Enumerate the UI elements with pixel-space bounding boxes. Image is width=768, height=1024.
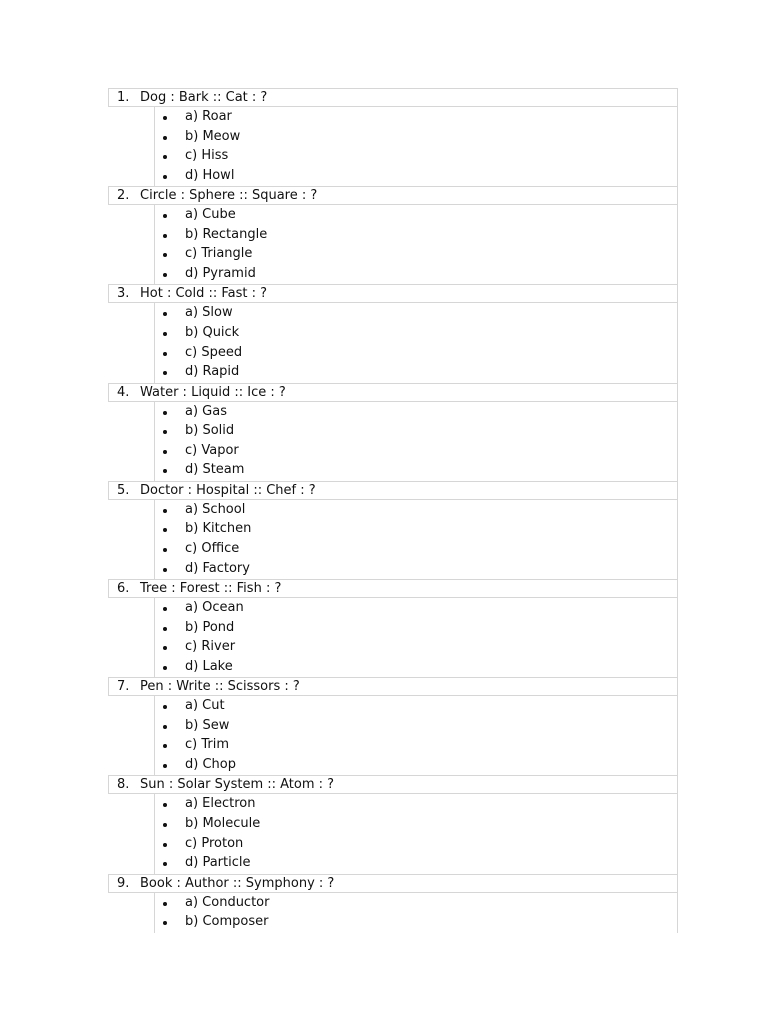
bullet-icon xyxy=(163,411,167,415)
option-item xyxy=(155,912,677,932)
option-list xyxy=(154,500,678,579)
bullet-icon xyxy=(163,568,167,572)
option-item xyxy=(155,932,677,933)
bullet-icon xyxy=(163,509,167,513)
option-item xyxy=(155,834,677,854)
bullet-icon xyxy=(163,725,167,729)
option-item xyxy=(155,853,677,873)
option-text: d) Pyramid xyxy=(185,265,256,281)
bullet-icon xyxy=(163,607,167,611)
question-row xyxy=(108,88,678,107)
question-number: 9. xyxy=(117,875,130,891)
option-item xyxy=(155,166,677,186)
question-text: Water : Liquid :: Ice : ? xyxy=(140,384,286,400)
bullet-icon xyxy=(163,528,167,532)
option-item xyxy=(155,146,677,166)
option-text: a) School xyxy=(185,501,246,517)
question-number: 2. xyxy=(117,188,130,204)
option-text: d) Steam xyxy=(185,462,245,478)
bullet-icon xyxy=(163,175,167,179)
option-item xyxy=(155,618,677,638)
option-item xyxy=(155,539,677,559)
option-item xyxy=(155,500,677,520)
bullet-icon xyxy=(163,548,167,552)
option-item xyxy=(155,559,677,579)
question-number: 8. xyxy=(117,777,130,793)
option-text: a) Cube xyxy=(185,207,236,223)
option-item xyxy=(155,460,677,480)
question-5 xyxy=(108,481,678,579)
option-text: b) Rectangle xyxy=(185,226,268,242)
option-text: c) Proton xyxy=(185,835,244,851)
option-item xyxy=(155,657,677,677)
option-text: d) Lake xyxy=(185,658,233,674)
bullet-icon xyxy=(163,450,167,454)
option-text: a) Conductor xyxy=(185,894,270,910)
option-item xyxy=(155,127,677,147)
bullet-icon xyxy=(163,921,167,925)
option-text: d) Howl xyxy=(185,167,235,183)
option-item xyxy=(155,402,677,422)
option-text: c) Triangle xyxy=(185,246,253,262)
option-list xyxy=(154,107,678,186)
bullet-icon xyxy=(163,332,167,336)
option-item xyxy=(155,421,677,441)
question-row xyxy=(108,874,678,893)
option-text: a) Roar xyxy=(185,109,232,124)
option-text: b) Sew xyxy=(185,717,230,733)
option-text: c) Speed xyxy=(185,344,243,360)
option-text: c) River xyxy=(185,639,236,655)
option-item xyxy=(155,362,677,382)
question-text: Tree : Forest :: Fish : ? xyxy=(140,580,282,596)
bullet-icon xyxy=(163,902,167,906)
option-item xyxy=(155,107,677,127)
bullet-icon xyxy=(163,843,167,847)
question-2 xyxy=(108,186,678,284)
bullet-icon xyxy=(163,136,167,140)
option-list xyxy=(154,205,678,284)
bullet-icon xyxy=(163,469,167,473)
question-text: Circle : Sphere :: Square : ? xyxy=(140,188,318,204)
question-number: 7. xyxy=(117,679,130,695)
option-text: d) Chop xyxy=(185,756,236,772)
bullet-icon xyxy=(163,744,167,748)
option-list xyxy=(154,402,678,481)
bullet-icon xyxy=(163,627,167,631)
question-row xyxy=(108,481,678,500)
option-item xyxy=(155,893,677,913)
option-item xyxy=(155,205,677,225)
question-number: 1. xyxy=(117,90,130,105)
bullet-icon xyxy=(163,705,167,709)
option-item xyxy=(155,814,677,834)
option-item xyxy=(155,794,677,814)
option-item xyxy=(155,225,677,245)
option-text: c) Hiss xyxy=(185,148,229,164)
bullet-icon xyxy=(163,214,167,218)
option-text: d) Factory xyxy=(185,560,250,576)
bullet-icon xyxy=(163,666,167,670)
option-text: b) Composer xyxy=(185,914,269,930)
bullet-icon xyxy=(163,352,167,356)
option-item xyxy=(155,303,677,323)
bullet-icon xyxy=(163,646,167,650)
option-text: b) Pond xyxy=(185,619,235,635)
bullet-icon xyxy=(163,371,167,375)
bullet-icon xyxy=(163,155,167,159)
analogy-question-list xyxy=(108,88,678,933)
bullet-icon xyxy=(163,764,167,768)
option-text: a) Cut xyxy=(185,698,225,714)
option-list xyxy=(154,794,678,873)
option-text: a) Slow xyxy=(185,305,233,321)
question-text: Hot : Cold :: Fast : ? xyxy=(140,286,268,302)
bullet-icon xyxy=(163,234,167,238)
question-row xyxy=(108,383,678,402)
question-7 xyxy=(108,677,678,775)
option-list xyxy=(154,696,678,775)
option-list xyxy=(154,303,678,382)
option-item xyxy=(155,323,677,343)
option-text: a) Electron xyxy=(185,796,256,812)
question-number: 4. xyxy=(117,384,130,400)
option-item xyxy=(155,441,677,461)
option-text: a) Ocean xyxy=(185,599,244,615)
bullet-icon xyxy=(163,312,167,316)
bullet-icon xyxy=(163,253,167,257)
question-text: Pen : Write :: Scissors : ? xyxy=(140,679,300,695)
question-text: Doctor : Hospital :: Chef : ? xyxy=(140,482,316,498)
option-list xyxy=(154,893,678,934)
option-item xyxy=(155,343,677,363)
option-text: b) Meow xyxy=(185,128,241,144)
question-1 xyxy=(108,88,678,186)
question-row xyxy=(108,579,678,598)
option-item xyxy=(155,696,677,716)
option-item xyxy=(155,244,677,264)
bullet-icon xyxy=(163,116,167,120)
question-row xyxy=(108,775,678,794)
bullet-icon xyxy=(163,803,167,807)
bullet-icon xyxy=(163,430,167,434)
question-8 xyxy=(108,775,678,873)
question-row xyxy=(108,284,678,303)
bullet-icon xyxy=(163,273,167,277)
option-text: b) Solid xyxy=(185,423,235,439)
option-text: b) Kitchen xyxy=(185,521,252,537)
option-text: b) Quick xyxy=(185,324,240,340)
question-6 xyxy=(108,579,678,677)
option-item xyxy=(155,755,677,775)
option-item xyxy=(155,264,677,284)
option-list xyxy=(154,598,678,677)
question-4 xyxy=(108,383,678,481)
option-item xyxy=(155,735,677,755)
option-item xyxy=(155,637,677,657)
option-text: b) Molecule xyxy=(185,815,261,831)
question-row xyxy=(108,677,678,696)
question-text: Book : Author :: Symphony : ? xyxy=(140,875,335,891)
question-number: 5. xyxy=(117,482,130,498)
question-text: Dog : Bark :: Cat : ? xyxy=(140,90,268,105)
question-text: Sun : Solar System :: Atom : ? xyxy=(140,777,335,793)
option-text: c) Vapor xyxy=(185,442,239,458)
option-text: d) Rapid xyxy=(185,364,240,380)
bullet-icon xyxy=(163,823,167,827)
question-number: 3. xyxy=(117,286,130,302)
question-3 xyxy=(108,284,678,382)
option-text: c) Office xyxy=(185,540,240,556)
option-text: d) Particle xyxy=(185,855,251,871)
question-row xyxy=(108,186,678,205)
option-text: a) Gas xyxy=(185,403,227,419)
option-item xyxy=(155,519,677,539)
question-number: 6. xyxy=(117,580,130,596)
option-item xyxy=(155,716,677,736)
option-text: c) Trim xyxy=(185,737,230,753)
option-item xyxy=(155,598,677,618)
question-9 xyxy=(108,874,678,934)
bullet-icon xyxy=(163,862,167,866)
